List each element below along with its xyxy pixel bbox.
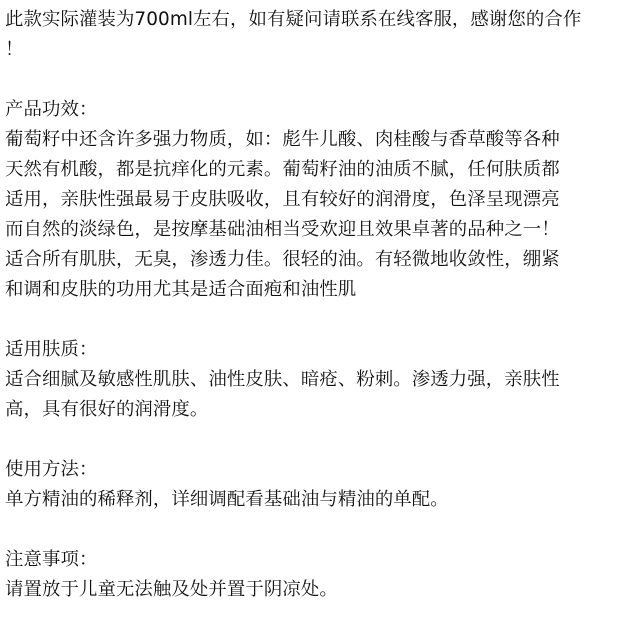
precautions-line: 请置放于儿童无法触及处并置于阴凉处。 bbox=[5, 579, 338, 600]
spacer bbox=[5, 425, 617, 455]
product-description bbox=[5, 5, 617, 605]
spacer bbox=[5, 305, 617, 335]
efficacy-line: 和调和皮肤的功用尤其是适合面疱和油性肌 bbox=[5, 279, 357, 300]
skin-type-heading: 适用肤质： bbox=[5, 339, 98, 360]
usage-heading: 使用方法： bbox=[5, 459, 98, 480]
efficacy-line: 葡萄籽中还含许多强力物质，如：彪牛儿酸、肉桂酸与香草酸等各种 bbox=[5, 129, 560, 150]
efficacy-line: 适用，亲肤性强最易于皮肤吸收，且有较好的润滑度，色泽呈现漂亮 bbox=[5, 189, 560, 210]
efficacy-line: 而自然的淡绿色，是按摩基础油相当受欢迎且效果卓著的品种之一！ bbox=[5, 219, 560, 240]
spacer bbox=[5, 515, 617, 545]
efficacy-heading: 产品功效： bbox=[5, 99, 98, 120]
notice-line: 此款实际灌装为700ml左右，如有疑问请联系在线客服，感谢您的合作 bbox=[5, 9, 582, 30]
precautions-heading: 注意事项： bbox=[5, 549, 98, 570]
skin-type-line: 高，具有很好的润滑度。 bbox=[5, 399, 209, 420]
skin-type-line: 适合细腻及敏感性肌肤、油性皮肤、暗疮、粉刺。渗透力强，亲肤性 bbox=[5, 369, 560, 390]
efficacy-line: 适合所有肌肤，无臭，渗透力佳。很轻的油。有轻微地收敛性，绷紧 bbox=[5, 249, 560, 270]
spacer bbox=[5, 65, 617, 95]
efficacy-line: 天然有机酸，都是抗痒化的元素。葡萄籽油的油质不腻，任何肤质都 bbox=[5, 159, 560, 180]
usage-line: 单方精油的稀释剂，详细调配看基础油与精油的单配。 bbox=[5, 489, 449, 510]
notice-line: ！ bbox=[5, 39, 24, 60]
